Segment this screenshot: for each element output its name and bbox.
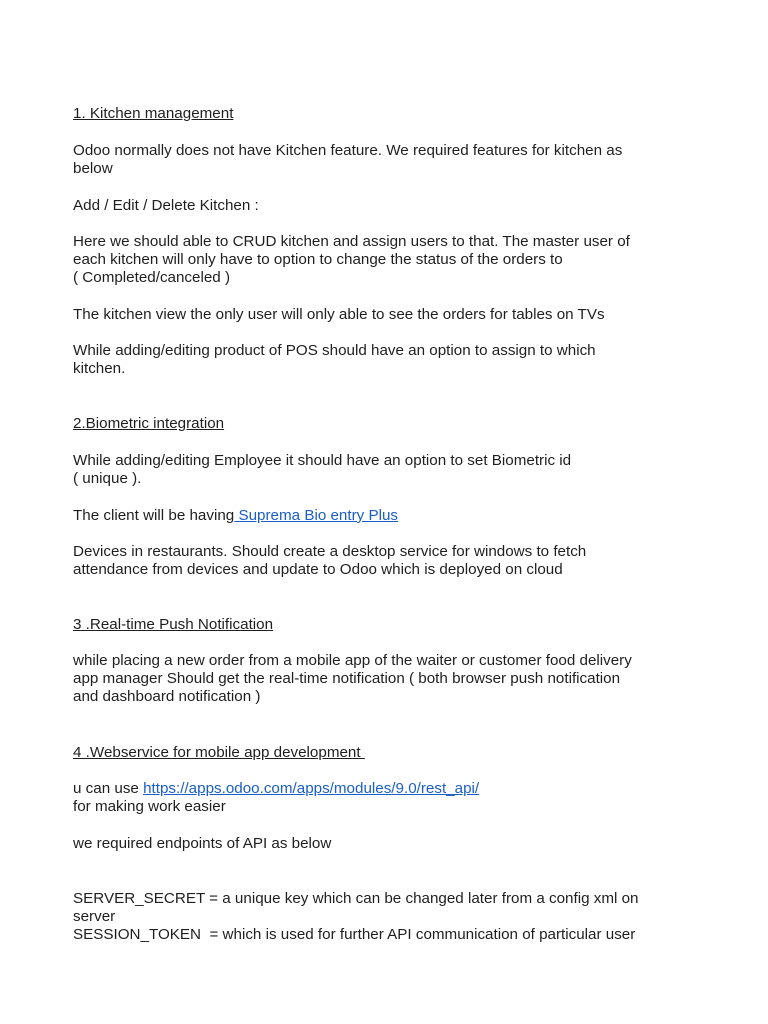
biometric-devices-line-1: Devices in restaurants. Should create a desktop service for windows to fetch: [73, 543, 587, 560]
webservice-endpoints: we required endpoints of API as below: [73, 835, 332, 852]
kitchen-pos-line-2: kitchen.: [73, 360, 126, 377]
kitchen-view-text: The kitchen view the only user will only able to see the orders for tables on TVs: [73, 306, 605, 323]
kitchen-subheading: Add / Edit / Delete Kitchen :: [73, 197, 259, 214]
kitchen-intro-line-1: Odoo normally does not have Kitchen feature. We required features for kitchen as: [73, 142, 623, 159]
suprema-link[interactable]: Suprema Bio entry Plus: [234, 507, 399, 524]
kitchen-pos-line-1: While adding/editing product of POS should have an option to assign to which: [73, 342, 596, 359]
section-heading-webservice: 4 .Webservice for mobile app development: [73, 744, 365, 761]
webservice-use-text: u can use: [73, 780, 144, 797]
rest-api-link[interactable]: https://apps.odoo.com/apps/modules/9.0/rest_api/: [143, 780, 480, 797]
section-heading-push: 3 .Real-time Push Notification: [73, 616, 274, 633]
section-heading-biometric: 2.Biometric integration: [73, 415, 225, 432]
kitchen-crud-line-1: Here we should able to CRUD kitchen and assign users to that. The master user of: [73, 233, 630, 250]
section-heading-kitchen: 1. Kitchen management: [73, 105, 234, 122]
webservice-use-line: [73, 780, 479, 798]
session-token-line: SESSION_TOKEN = which is used for further API communication of particular user: [73, 926, 636, 943]
kitchen-intro-line-2: below: [73, 160, 113, 177]
webservice-use-suffix: for making work easier: [73, 798, 226, 815]
push-body-line-1: while placing a new order from a mobile app of the waiter or customer food delivery: [73, 652, 632, 669]
kitchen-crud-line-2: each kitchen will only have to option to change the status of the orders to: [73, 251, 563, 268]
kitchen-crud-line-3: ( Completed/canceled ): [73, 269, 231, 286]
server-secret-line-1: SERVER_SECRET = a unique key which can be changed later from a config xml on: [73, 890, 639, 907]
biometric-employee-line-2: ( unique ).: [73, 470, 142, 487]
biometric-devices-line-2: attendance from devices and update to Odoo which is deployed on cloud: [73, 561, 563, 578]
push-body-line-3: and dashboard notification ): [73, 688, 261, 705]
biometric-client-text: The client will be having: [73, 507, 235, 524]
server-secret-line-2: server: [73, 908, 116, 925]
biometric-client-line: [73, 507, 398, 525]
biometric-employee-line-1: While adding/editing Employee it should have an option to set Biometric id: [73, 452, 572, 469]
push-body-line-2: app manager Should get the real-time notification ( both browser push notification: [73, 670, 621, 687]
